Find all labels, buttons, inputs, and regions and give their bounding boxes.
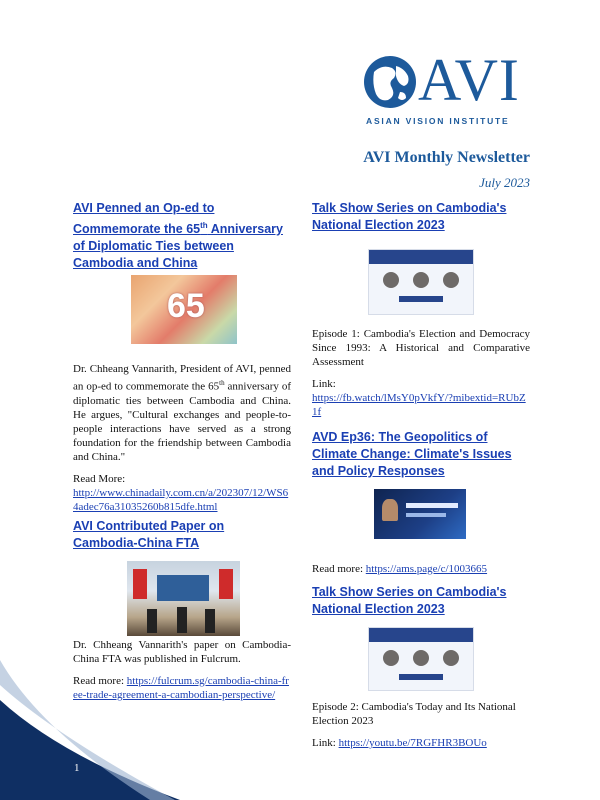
facebook-watch-link[interactable]: https://fb.watch/lMsY0pVkfY/?mibextid=RUbZ1f	[312, 392, 526, 418]
footer-wave-decoration	[0, 660, 600, 800]
ams-page-link[interactable]: https://ams.page/c/1003665	[365, 563, 488, 575]
talk-show-2-body: Episode 2: Cambodia's Today and Its National Election 2023 Link: https://youtu.be/7RGFHR3BOUo	[312, 701, 516, 749]
avd-ep36-image	[374, 489, 466, 539]
fta-body: Dr. Chheang Vannarith's paper on Cambodia-China FTA was published in Fulcrum. Read more: https://fulcrum.sg/cambodia-china-free-trade-agreement-a-cambodian-perspective/	[73, 639, 291, 701]
talk-show-1-article	[312, 200, 530, 234]
avd-article	[312, 429, 530, 480]
logo-text: AVI	[418, 47, 520, 113]
issue-date: July 2023	[479, 175, 530, 190]
page-number: 1	[74, 762, 80, 774]
article-title-op-ed[interactable]: AVI Penned an Op-ed to Commemorate the 65th Anniversary of Diplomatic Ties between Cambodia and China	[73, 201, 283, 271]
article-title-avd-ep36[interactable]: AVD Ep36: The Geopolitics of Climate Change: Climate's Issues and Policy Responses	[312, 430, 512, 478]
op-ed-image-label: 65	[167, 287, 205, 325]
article-title-talk-show-1[interactable]: Talk Show Series on Cambodia's National Election 2023	[312, 201, 507, 232]
link-label: Link:	[312, 737, 339, 749]
talk-show-1-image	[368, 249, 474, 315]
fta-article	[73, 518, 291, 552]
china-daily-link[interactable]: http://www.chinadaily.com.cn/a/202307/12/WS64adec76a31035260b815dfe.html	[73, 486, 289, 513]
op-ed-body: Dr. Chheang Vannarith, President of AVI, penned an op-ed to commemorate the 65th anniversary of diplomatic ties between Cambodia and China. He argues, "Cultural exchanges and people-to-people interactions have served as a strong foundation for the friendship between Cambodia and China." Read More: http://www.chinadaily.com.cn/a/202307/12/WS64adec76a31035260b815dfe.html	[73, 363, 291, 513]
read-more-label: Read more:	[73, 675, 127, 687]
fta-image	[127, 561, 240, 636]
read-more-label: Read more:	[312, 563, 366, 575]
talk-show-2-article	[312, 584, 530, 618]
read-more-label: Read More:	[73, 472, 126, 485]
avi-globe-logo-icon	[362, 52, 418, 114]
fulcrum-link[interactable]: https://fulcrum.sg/cambodia-china-free-trade-agreement-a-cambodian-perspective/	[73, 675, 289, 701]
article-title-fta[interactable]: AVI Contributed Paper on Cambodia-China FTA	[73, 519, 225, 550]
talk-show-1-body: Episode 1: Cambodia's Election and Democracy Since 1993: A Historical and Comparative Assessment Link: https://fb.watch/lMsY0pVkfY/?mibextid=RUbZ1f	[312, 328, 530, 418]
left-column	[73, 200, 291, 272]
avd-read-more	[312, 562, 530, 576]
op-ed-image	[131, 275, 237, 344]
youtube-link[interactable]: https://youtu.be/7RGFHR3BOUo	[338, 737, 487, 749]
article-title-talk-show-2[interactable]: Talk Show Series on Cambodia's National Election 2023	[312, 585, 507, 616]
logo-subtitle: ASIAN VISION INSTITUTE	[366, 116, 510, 126]
newsletter-title: AVI Monthly Newsletter	[363, 149, 530, 166]
